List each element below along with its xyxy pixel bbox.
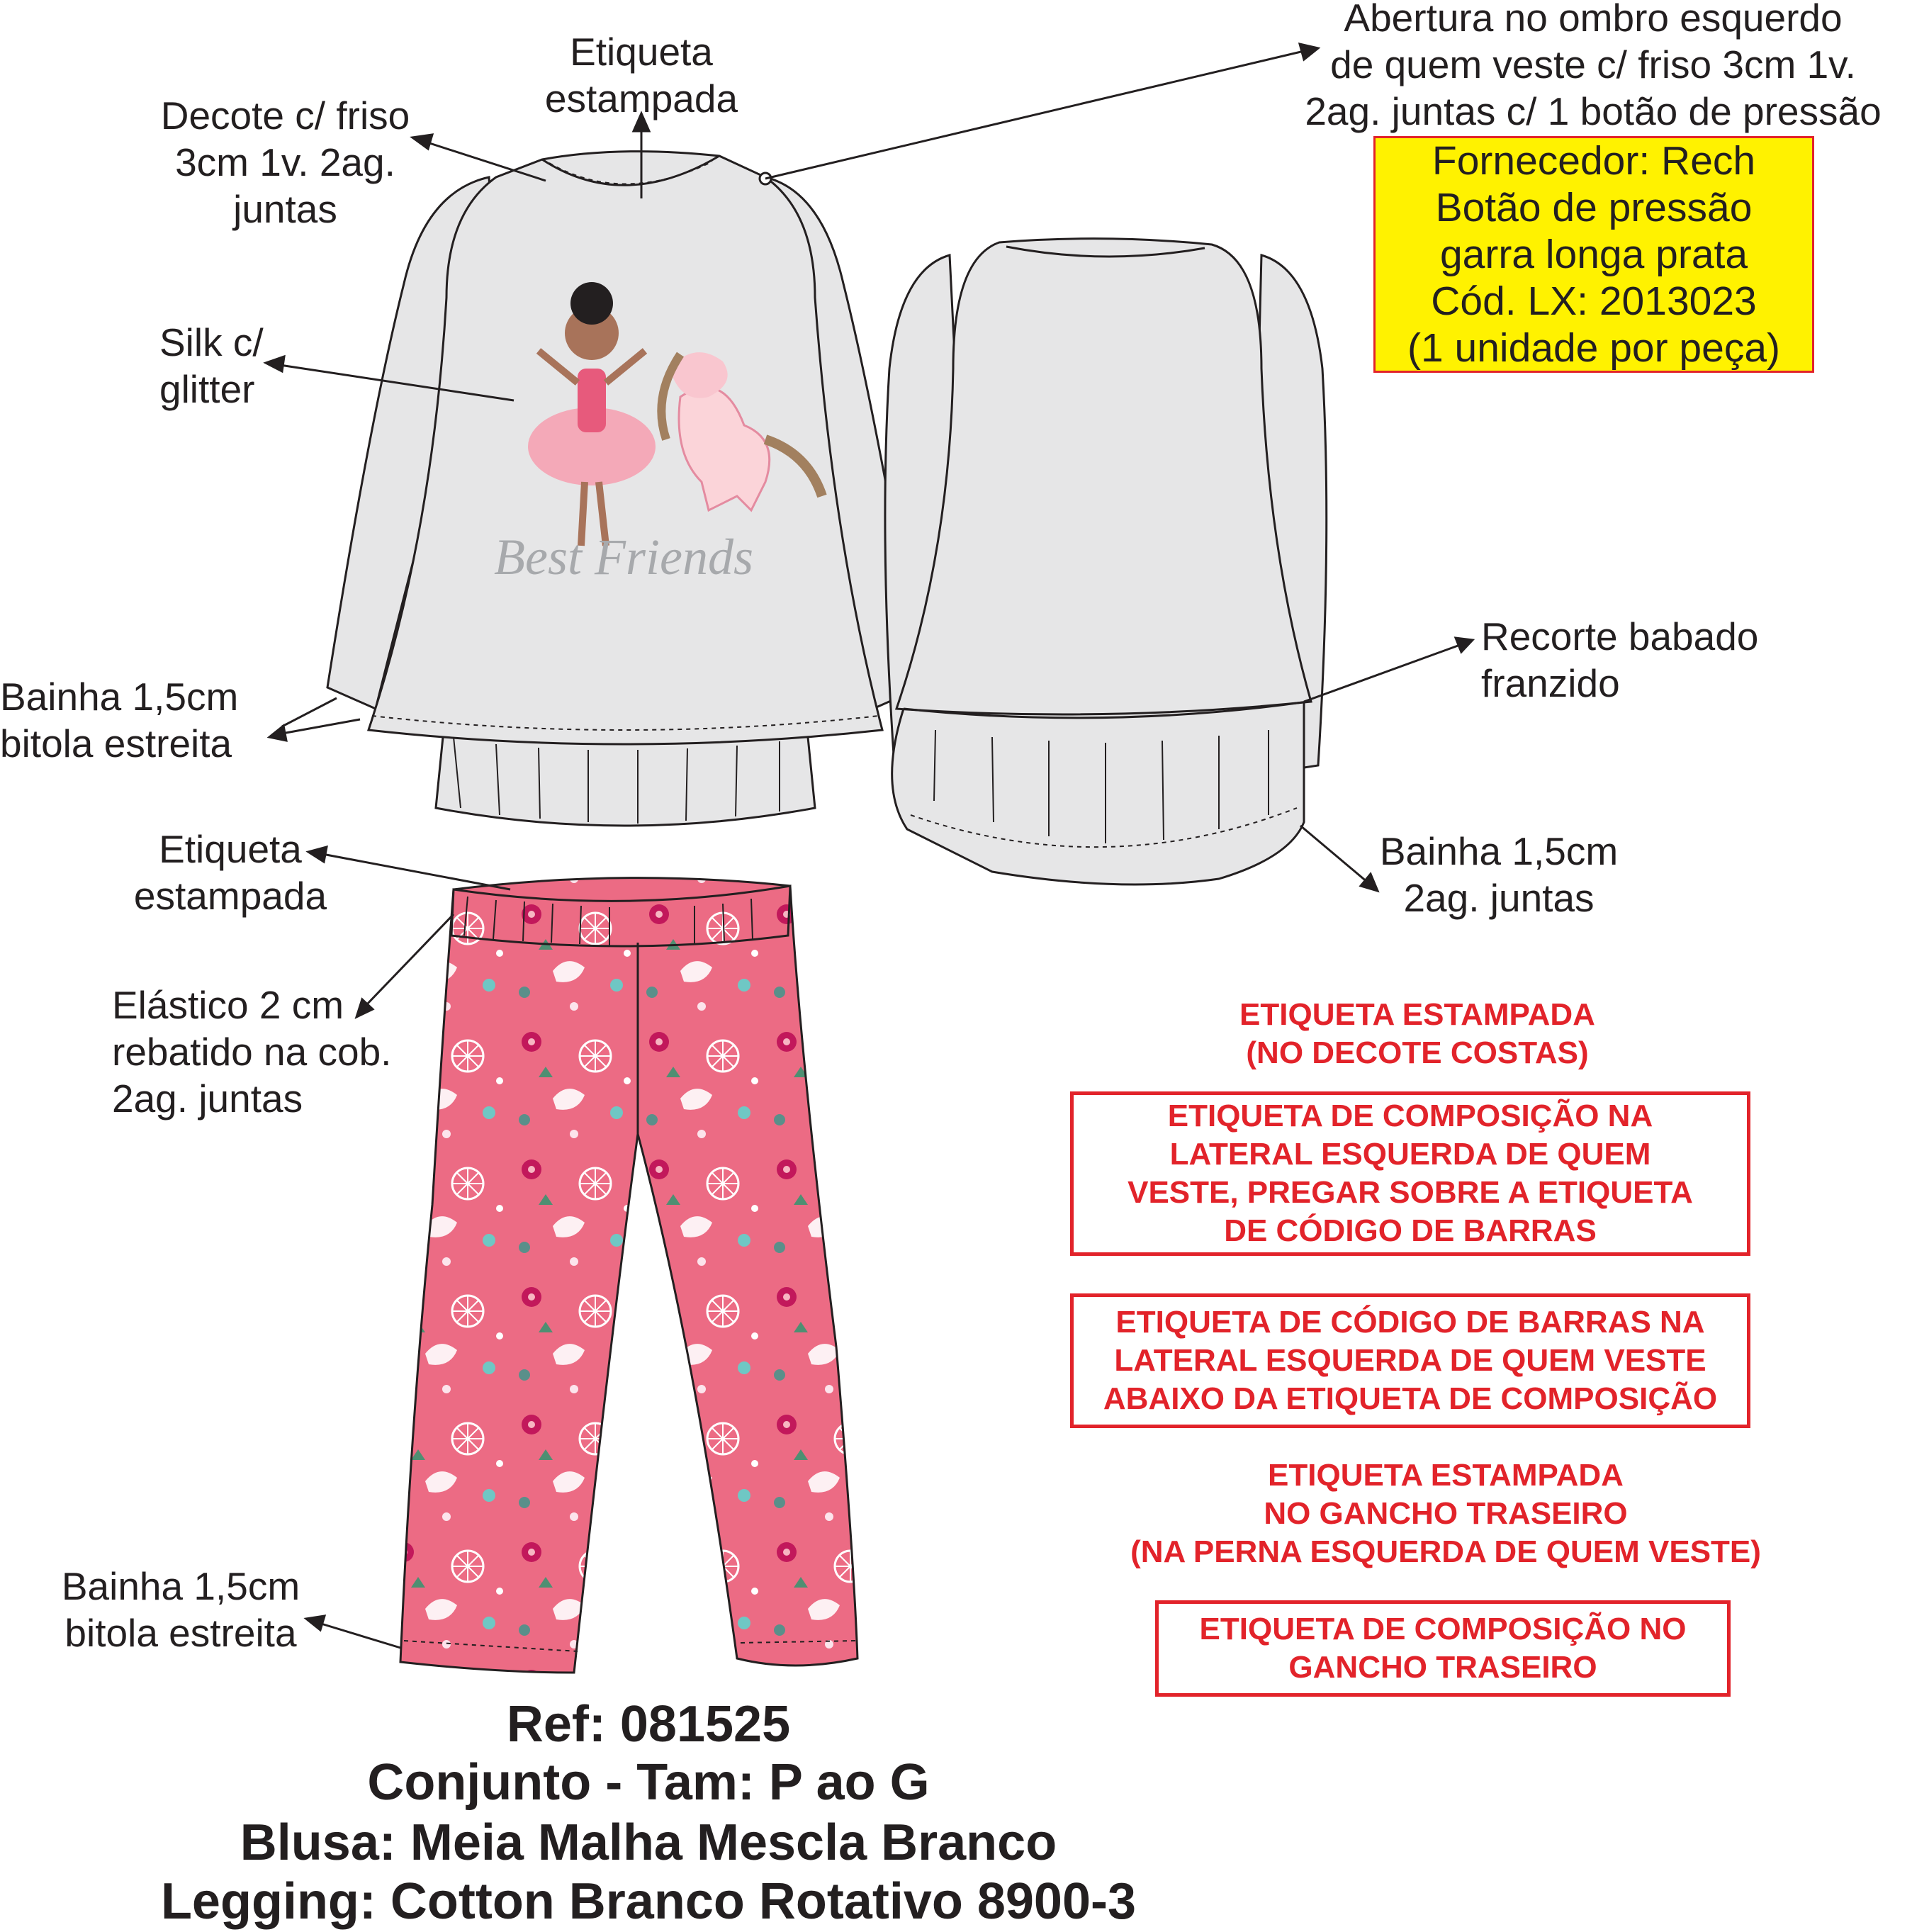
note-gancho-estampada: ETIQUETA ESTAMPADA NO GANCHO TRASEIRO (NA PERNA ESQUERDA DE QUEM VESTE) [1130, 1458, 1761, 1569]
label-etiqueta-estampada-legging: Etiqueta estampada [133, 827, 327, 918]
label-bainha-blusa: Bainha 1,5cm bitola estreita [0, 675, 239, 765]
note-composicao-gancho: ETIQUETA DE COMPOSIÇÃO NO GANCHO TRASEIRO [1155, 1600, 1731, 1697]
label-elastico: Elástico 2 cm rebatido na cob. 2ag. juntas [112, 983, 392, 1121]
note-codigo-barras: ETIQUETA DE CÓDIGO DE BARRAS NA LATERAL ESQUERDA DE QUEM VESTE ABAIXO DA ETIQUETA DE COMPOSIÇÃO [1070, 1293, 1750, 1428]
title-legging: Legging: Cotton Branco Rotativo 8900-3 [160, 1873, 1137, 1930]
label-etiqueta-estampada-top: Etiqueta estampada [544, 30, 738, 120]
title-conjunto: Conjunto - Tam: P ao G [367, 1754, 930, 1811]
back-body [896, 239, 1311, 714]
front-ruffle [436, 737, 815, 826]
label-silk-glitter: Silk c/ glitter [159, 320, 264, 411]
back-blouse [885, 239, 1327, 884]
label-abertura-ombro: Abertura no ombro esquerdo de quem veste c/ friso 3cm 1v. 2ag. juntas c/ 1 botão de pressão [1305, 0, 1882, 133]
note-etiqueta-decote-costas: ETIQUETA ESTAMPADA (NO DECOTE COSTAS) [1239, 997, 1595, 1070]
best-friends-text: Best Friends [494, 529, 753, 585]
title-ref: Ref: 081525 [506, 1696, 791, 1753]
label-bainha-legging: Bainha 1,5cm bitola estreita [61, 1564, 300, 1655]
legging-shape [400, 878, 857, 1673]
note-composicao-lateral: ETIQUETA DE COMPOSIÇÃO NA LATERAL ESQUERDA DE QUEM VESTE, PREGAR SOBRE A ETIQUETA DE CÓDIGO DE BARRAS [1070, 1091, 1750, 1256]
label-recorte-babado: Recorte babado franzido [1481, 614, 1759, 705]
front-blouse [327, 152, 921, 826]
legging [400, 878, 857, 1673]
back-ruffle [892, 702, 1304, 884]
supplier-box: Fornecedor: Rech Botão de pressão garra longa prata Cód. LX: 2013023 (1 unidade por peça) [1373, 136, 1814, 373]
label-decote: Decote c/ friso 3cm 1v. 2ag. juntas [160, 94, 410, 231]
label-bainha-costas: Bainha 1,5cm 2ag. juntas [1379, 829, 1619, 920]
title-blusa: Blusa: Meia Malha Mescla Branco [240, 1814, 1057, 1871]
